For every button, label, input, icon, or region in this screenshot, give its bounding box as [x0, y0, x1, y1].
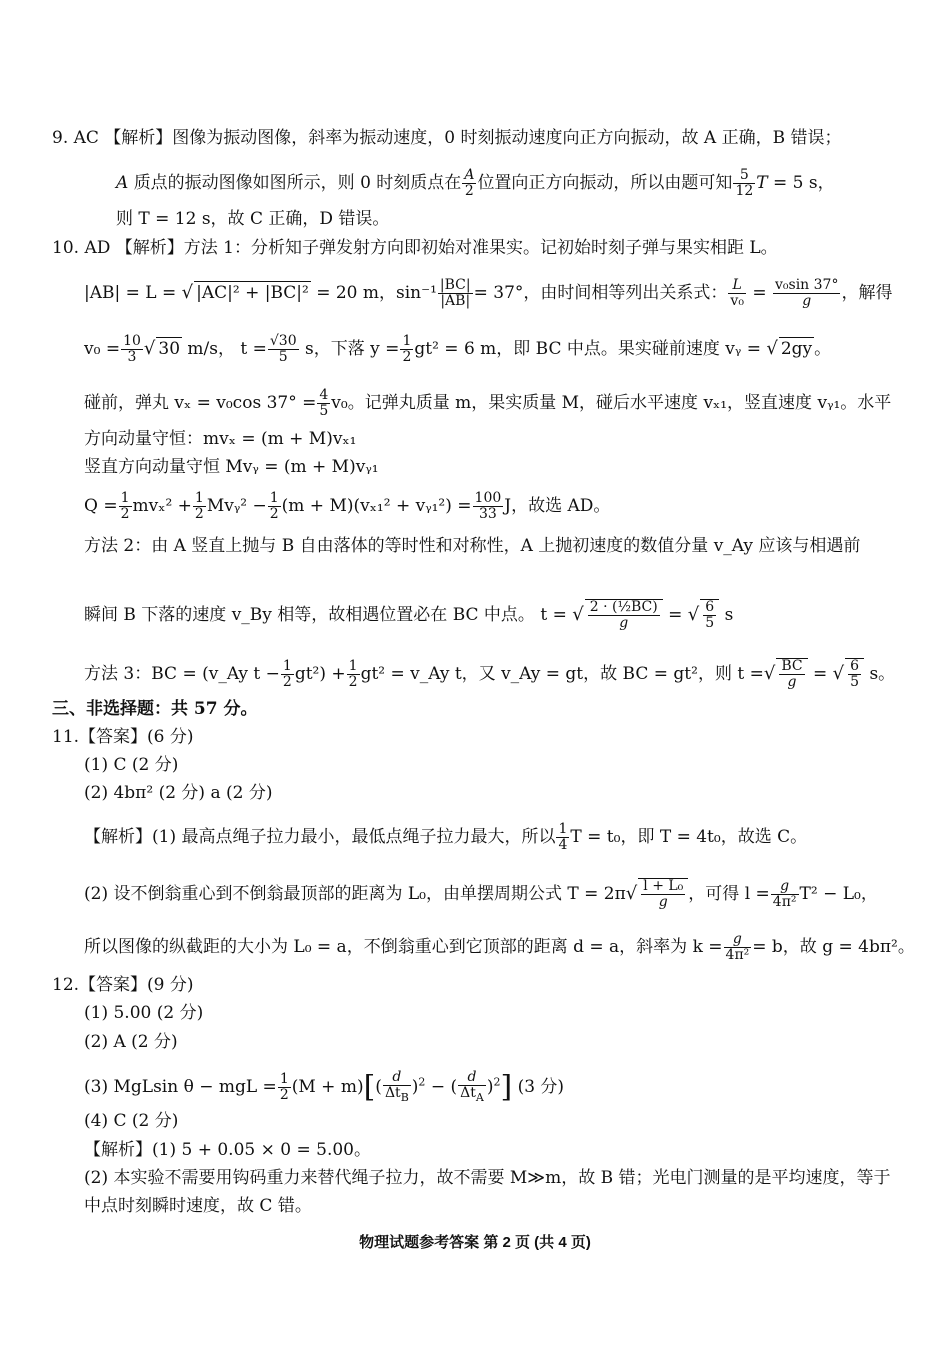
q9-line-1: 9. AC 【解析】图像为振动图像，斜率为振动速度，0 时刻振动速度向正方向振动，故 A 正确，B 错误； — [52, 128, 842, 148]
q11-explain-1: 【解析】(1) 最高点绳子拉力最小，最低点绳子拉力最大，所以 $\frac{1}{4}$ T = t₀，即 T = 4t₀，故选 C。 — [84, 821, 808, 853]
q11-explain-2: (2) 设不倒翁重心到不倒翁最顶部的距离为 L₀，由单摆周期公式 T = 2π√ $\frac{\text{l + L₀}}{g}$ ，可得 l = $\frac{g}{\text{4π²}}$ T² − L₀， — [84, 878, 878, 910]
q10-line-7: Q = $\frac{1}{2}$ mvₓ² + $\frac{1}{2}$ Mvᵧ² − $\frac{1}{2}$ (m + M)(vₓ₁² + vᵧ₁²) = $\frac{100}{33}$ J，故选 AD。 — [84, 490, 611, 522]
page-footer: 物理试题参考答案 第 2 页 (共 4 页) — [359, 1234, 591, 1251]
q10-line-3: v₀ = $\frac{10}{3}$ √ 30 m/s， t = $\frac{√30}{5}$ s，下落 y = $\frac{1}{2}$ gt² = 6 m，即 BC 中点。果实碰前速度 vᵧ = √ 2gy 。 — [84, 333, 832, 365]
q11-answer-2: (2) 4bπ² (2 分) a (2 分) — [84, 783, 273, 803]
q12-answer-4: (4) C (2 分) — [84, 1111, 179, 1131]
q12-explain-1: 【解析】(1) 5 + 0.05 × 0 = 5.00。 — [84, 1140, 371, 1160]
q10-line-1: 10. AD 【解析】方法 1：分析知子弹发射方向即初始对准果实。记初始时刻子弹与果实相距 L。 — [52, 238, 778, 258]
q9-line-3: 则 T = 12 s，故 C 正确，D 错误。 — [116, 209, 390, 229]
q10-line-2: |AB| = L = √ |AC|² + |BC|² = 20 m，sin⁻¹ $\frac{|BC|}{|AB|}$ = 37°，由时间相等列出关系式： $\frac{L}{\text{v₀}}$ = $\frac{\text{v₀sin 37°}}{g}$ ，解得 — [84, 277, 893, 309]
q10-line-6: 竖直方向动量守恒 Mvᵧ = (m + M)vᵧ₁ — [84, 457, 379, 477]
q10-line-5: 方向动量守恒：mvₓ = (m + M)vₓ₁ — [84, 429, 357, 449]
q12-heading: 12.【答案】(9 分) — [52, 975, 194, 995]
q12-answer-3: (3) MgLsin θ − mgL = $\frac{1}{2}$ (M + m)[( $\frac{d}{\Delta t_B}$ )$^2$ − ( $\frac{d}{\Delta t_A}$ )$^2$] (3 分) — [84, 1069, 565, 1105]
q10-line-8: 方法 2：由 A 竖直上抛与 B 自由落体的等时性和对称性，A 上抛初速度的数值分量 v_Ay 应该与相遇前 — [84, 536, 861, 556]
q12-explain-3: 中点时刻瞬时速度，故 C 错。 — [84, 1196, 312, 1216]
q10-line-9: 瞬间 B 下落的速度 v_By 相等，故相遇位置必在 BC 中点。 t = √ $\frac{\text{2 · (½BC)}}{g}$ = √ $\frac{6}{5}$ s — [84, 599, 734, 631]
q11-explain-3: 所以图像的纵截距的大小为 L₀ = a，不倒翁重心到它顶部的距离 d = a，斜率为 k = $\frac{g}{\text{4π²}}$ = b，故 g = 4bπ²。 — [84, 931, 915, 963]
q9-line-2: A 质点的振动图像如图所示，则 0 时刻质点在 $\frac{A}{2}$ 位置向正方向振动，所以由题可知 $\frac{5}{12}$ T = 5 s， — [116, 167, 835, 199]
q12-explain-2: (2) 本实验不需要用钩码重力来替代绳子拉力，故不需要 M≫m，故 B 错；光电门测量的是平均速度，等于 — [84, 1168, 891, 1188]
q11-answer-1: (1) C (2 分) — [84, 755, 179, 775]
q10-line-4: 碰前，弹丸 vₓ = v₀cos 37° = $\frac{4}{5}$ v₀。记弹丸质量 m，果实质量 M，碰后水平速度 vₓ₁，竖直速度 vᵧ₁。水平 — [84, 387, 892, 419]
q10-line-10: 方法 3：BC = (v_Ay t − $\frac{1}{2}$ gt²) + $\frac{1}{2}$ gt² = v_Ay t，又 v_Ay = gt，故 BC = gt²，则 t =√ $\frac{BC}{g}$ = √ $\frac{6}{5}$ s。 — [84, 658, 896, 690]
q11-heading: 11.【答案】(6 分) — [52, 727, 194, 747]
section-3-heading: 三、非选择题：共 57 分。 — [52, 699, 258, 719]
q12-answer-1: (1) 5.00 (2 分) — [84, 1003, 204, 1023]
q12-answer-2: (2) A (2 分) — [84, 1032, 178, 1052]
